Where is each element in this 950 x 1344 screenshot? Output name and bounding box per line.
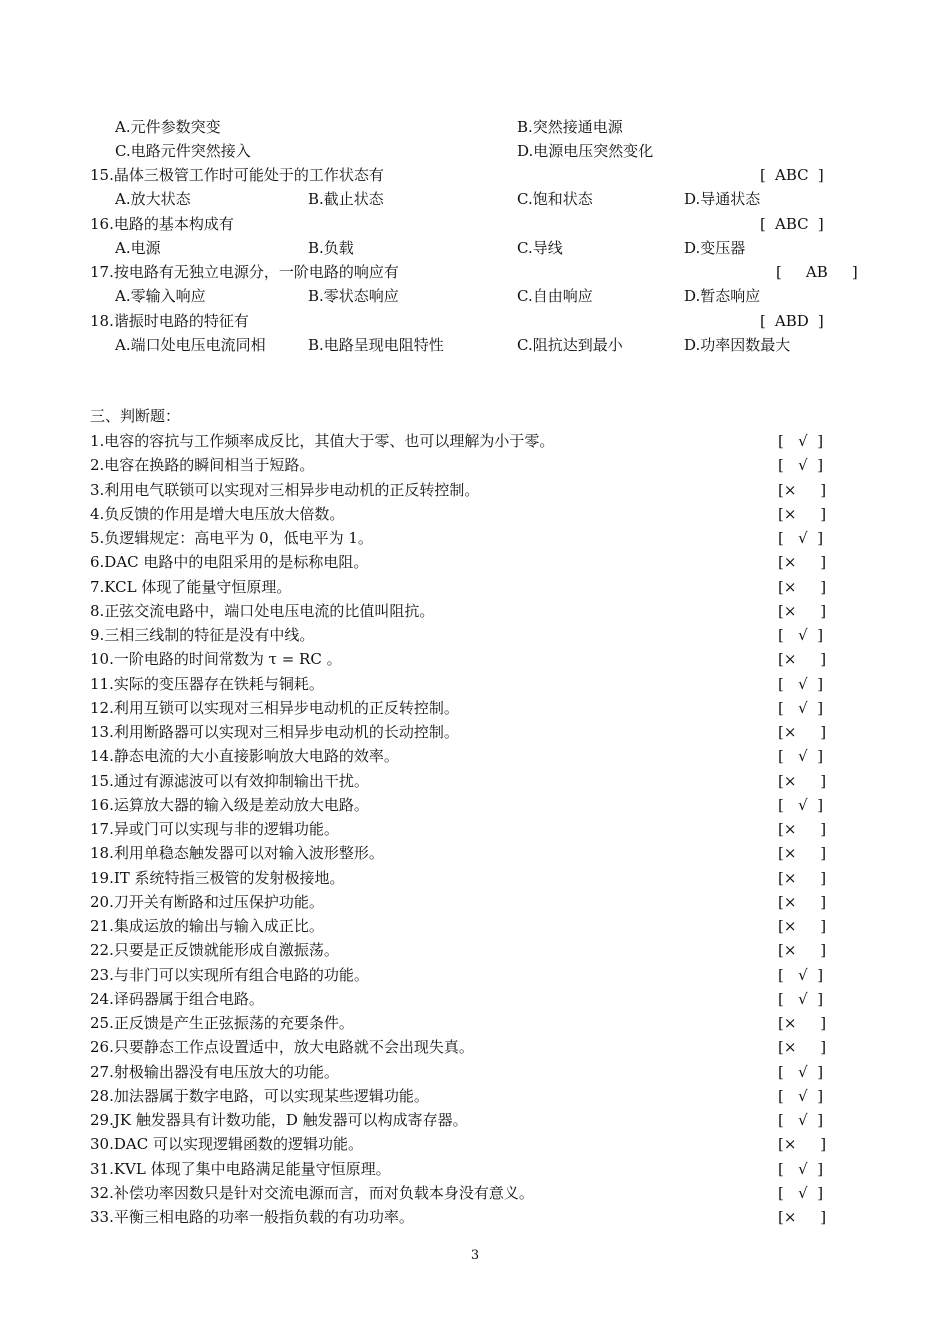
question-text: 17.按电路有无独立电源分，一阶电路的响应有 — [90, 263, 399, 281]
judgment-answer: [× ] — [778, 723, 827, 741]
option-b: B.负载 — [308, 239, 354, 257]
judgment-answer: [ √ ] — [778, 1086, 824, 1105]
option-b: B.截止状态 — [308, 190, 384, 208]
judgment-answer: [ √ ] — [778, 432, 824, 450]
judgment-text: 14.静态电流的大小直接影响放大电路的效率。 — [90, 747, 399, 766]
judgment-answer: [× ] — [778, 1014, 827, 1032]
judgment-answer: [× ] — [778, 892, 827, 911]
judgment-text: 28.加法器属于数字电路，可以实现某些逻辑功能。 — [90, 1086, 429, 1105]
judgment-text: 32.补偿功率因数只是针对交流电源而言，而对负载本身没有意义。 — [90, 1183, 534, 1202]
page-number: 3 — [470, 1248, 480, 1263]
judgment-text: 30.DAC 可以实现逻辑函数的逻辑功能。 — [90, 1135, 363, 1154]
option-d: D.电源电压突然变化 — [517, 142, 654, 160]
judgment-answer: [ √ ] — [778, 674, 824, 693]
answer-value: ABD — [774, 312, 809, 330]
judgment-answer: [ √ ] — [778, 795, 824, 814]
option-a: A.电源 — [115, 239, 161, 257]
answer-bracket: [ AB ] — [776, 263, 858, 281]
judgment-text: 24.译码器属于组合电路。 — [90, 989, 264, 1008]
judgment-answer: [× ] — [778, 601, 827, 620]
judgment-answer: [× ] — [778, 553, 827, 572]
judgment-text: 2.电容在换路的瞬间相当于短路。 — [90, 456, 315, 475]
judgment-text: 3.利用电气联锁可以实现对三相异步电动机的正反转控制。 — [90, 480, 480, 499]
judgment-text: 33.平衡三相电路的功率一般指负载的有功功率。 — [90, 1208, 414, 1226]
judgment-text: 29.JK 触发器具有计数功能，D 触发器可以构成寄存器。 — [90, 1111, 468, 1129]
judgment-text: 27.射极输出器没有电压放大的功能。 — [90, 1062, 339, 1081]
judgment-text: 31.KVL 体现了集中电路满足能量守恒原理。 — [90, 1159, 391, 1178]
judgment-answer: [ √ ] — [778, 1062, 824, 1081]
option-a: A.端口处电压电流同相 — [115, 336, 266, 354]
option-c: C.阻抗达到最小 — [517, 336, 623, 354]
answer-value: AB — [805, 263, 828, 281]
judgment-answer: [× ] — [778, 844, 827, 863]
option-b: B.突然接通电源 — [517, 118, 623, 136]
answer-value: ABC — [775, 166, 809, 184]
judgment-text: 10.一阶电路的时间常数为 τ = RC 。 — [90, 650, 342, 669]
judgment-text: 6.DAC 电路中的电阻采用的是标称电阻。 — [90, 553, 369, 572]
question-text: 16.电路的基本构成有 — [90, 215, 234, 233]
option-a: A.放大状态 — [115, 190, 191, 208]
answer-bracket: [ ABC ] — [760, 215, 824, 233]
judgment-answer: [× ] — [778, 868, 827, 887]
answer-bracket: [ ABD ] — [760, 312, 824, 330]
judgment-answer: [× ] — [778, 917, 827, 935]
judgment-answer: [× ] — [778, 504, 827, 523]
option-c: C.电路元件突然接入 — [115, 142, 251, 160]
judgment-answer: [ √ ] — [778, 1183, 824, 1202]
option-d: D.暂态响应 — [684, 287, 761, 305]
judgment-text: 7.KCL 体现了能量守恒原理。 — [90, 577, 292, 596]
judgment-text: 23.与非门可以实现所有组合电路的功能。 — [90, 965, 369, 984]
judgment-text: 12.利用互锁可以实现对三相异步电动机的正反转控制。 — [90, 698, 459, 717]
judgment-text: 22.只要是正反馈就能形成自激振荡。 — [90, 941, 339, 960]
option-c: C.自由响应 — [517, 287, 593, 305]
option-d: D.功率因数最大 — [684, 336, 791, 354]
option-a: A.元件参数突变 — [115, 118, 221, 136]
judgment-answer: [× ] — [778, 480, 827, 499]
answer-bracket: [ ABC ] — [760, 166, 824, 184]
judgment-text: 20.刀开关有断路和过压保护功能。 — [90, 892, 324, 911]
judgment-answer: [× ] — [778, 1135, 827, 1154]
option-b: B.零状态响应 — [308, 287, 399, 305]
answer-value: ABC — [775, 215, 809, 233]
judgment-text: 26.只要静态工作点设置适中，放大电路就不会出现失真。 — [90, 1038, 474, 1057]
judgment-text: 19.IT 系统特指三极管的发射极接地。 — [90, 868, 345, 887]
judgment-answer: [ √ ] — [778, 698, 824, 717]
judgment-text: 4.负反馈的作用是增大电压放大倍数。 — [90, 504, 345, 523]
judgment-text: 18.利用单稳态触发器可以对输入波形整形。 — [90, 844, 384, 863]
judgment-text: 9.三相三线制的特征是没有中线。 — [90, 626, 315, 644]
option-c: C.饱和状态 — [517, 190, 593, 208]
judgment-answer: [× ] — [778, 941, 827, 960]
judgment-answer: [ √ ] — [778, 1111, 824, 1129]
judgment-text: 21.集成运放的输出与输入成正比。 — [90, 917, 324, 935]
option-d: D.变压器 — [684, 239, 746, 257]
option-b: B.电路呈现电阻特性 — [308, 336, 444, 354]
section-heading: 三、判断题： — [90, 407, 181, 425]
judgment-answer: [ √ ] — [778, 456, 824, 475]
judgment-text: 1.电容的容抗与工作频率成反比，其值大于零、也可以理解为小于零。 — [90, 432, 555, 450]
judgment-answer: [× ] — [778, 1038, 827, 1057]
judgment-answer: [ √ ] — [778, 989, 824, 1008]
option-d: D.导通状态 — [684, 190, 761, 208]
judgment-answer: [× ] — [778, 820, 827, 838]
judgment-answer: [× ] — [778, 1208, 827, 1226]
judgment-text: 13.利用断路器可以实现对三相异步电动机的长动控制。 — [90, 723, 459, 741]
judgment-answer: [ √ ] — [778, 1159, 824, 1178]
option-c: C.导线 — [517, 239, 563, 257]
judgment-answer: [ √ ] — [778, 965, 824, 984]
question-text: 18.谐振时电路的特征有 — [90, 312, 249, 330]
judgment-text: 15.通过有源滤波可以有效抑制输出干扰。 — [90, 771, 369, 790]
judgment-text: 11.实际的变压器存在铁耗与铜耗。 — [90, 674, 324, 693]
judgment-answer: [ √ ] — [778, 626, 824, 644]
judgment-answer: [× ] — [778, 577, 827, 596]
question-text: 15.晶体三极管工作时可能处于的工作状态有 — [90, 166, 384, 184]
judgment-text: 25.正反馈是产生正弦振荡的充要条件。 — [90, 1014, 354, 1032]
judgment-answer: [ √ ] — [778, 747, 824, 766]
judgment-text: 17.异或门可以实现与非的逻辑功能。 — [90, 820, 339, 838]
judgment-answer: [× ] — [778, 771, 827, 790]
judgment-text: 5.负逻辑规定：高电平为 0，低电平为 1。 — [90, 529, 373, 547]
judgment-answer: [× ] — [778, 650, 827, 669]
option-a: A.零输入响应 — [115, 287, 206, 305]
judgment-text: 16.运算放大器的输入级是差动放大电路。 — [90, 795, 369, 814]
judgment-answer: [ √ ] — [778, 529, 824, 547]
judgment-text: 8.正弦交流电路中，端口处电压电流的比值叫阻抗。 — [90, 601, 435, 620]
